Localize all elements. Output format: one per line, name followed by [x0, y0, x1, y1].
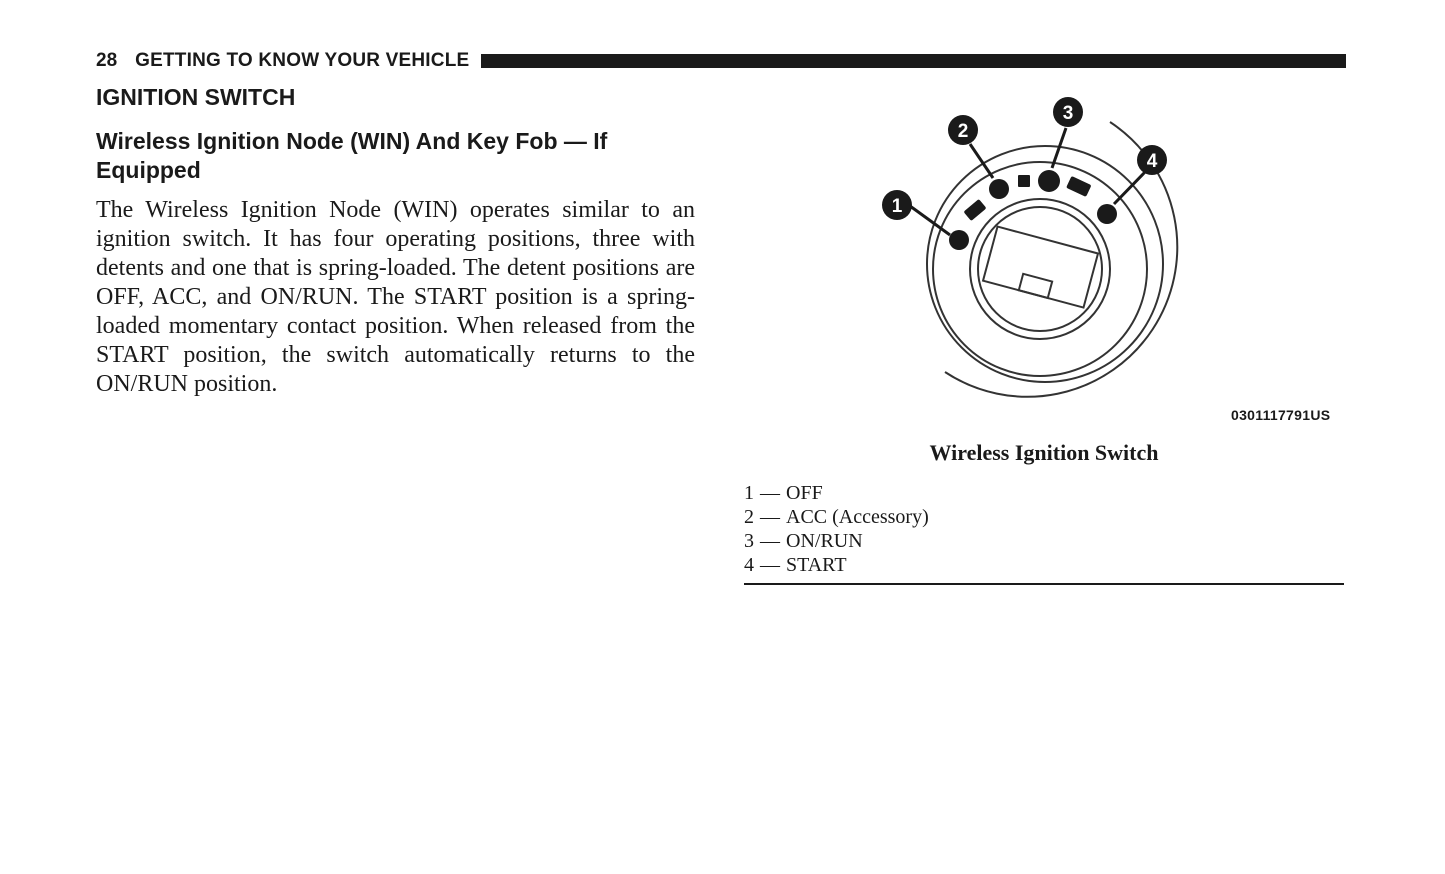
page-number: 28 [96, 50, 118, 71]
figure-legend [744, 481, 1344, 585]
position-dash [963, 199, 986, 221]
leader-line [1114, 172, 1145, 204]
header-rule [481, 54, 1346, 68]
legend-item: 1 — OFF [744, 482, 823, 504]
callout-2 [948, 115, 978, 145]
position-dot-acc [989, 179, 1009, 199]
position-dash [1066, 176, 1091, 197]
page-header [96, 50, 1346, 72]
ignition-switch-figure [860, 92, 1360, 432]
cylinder-inner [978, 207, 1102, 331]
svg-text:3: 3 [1062, 103, 1074, 124]
callout-4 [1137, 145, 1167, 175]
cylinder-outer [970, 199, 1110, 339]
body-paragraph: The Wireless Ignition Node (WIN) operates similar to an ignition switch. It has four operating positions, three with detents and one that is spring-loaded. The detent positions are OFF, ACC, and ON/RUN. The START position is a spring-loaded momentary contact position. When released from the START position, the switch automatically returns to the ON/RUN position. [96, 197, 695, 397]
figure-caption: Wireless Ignition Switch [929, 440, 1159, 465]
svg-text:2: 2 [957, 121, 969, 142]
bezel-ring [933, 162, 1147, 376]
legend-item: 2 — ACC (Accessory) [744, 506, 929, 528]
ignition-switch-diagram [860, 92, 1360, 432]
legend-item: 4 — START [744, 554, 847, 576]
subsection-title: Wireless Ignition Node (WIN) And Key Fob — If Equipped [96, 128, 608, 183]
position-dot-start [1097, 204, 1117, 224]
chapter-title: GETTING TO KNOW YOUR VEHICLE [135, 50, 470, 71]
position-dash [1018, 175, 1030, 187]
leader-line [970, 144, 993, 178]
svg-text:1: 1 [891, 196, 903, 217]
legend-item: 3 — ON/RUN [744, 530, 863, 552]
key-slot [983, 227, 1098, 308]
svg-text:4: 4 [1146, 151, 1158, 172]
position-dot-on-run [1038, 170, 1060, 192]
section-title: IGNITION SWITCH [96, 84, 296, 110]
callout-3 [1053, 97, 1083, 127]
position-dot-off [949, 230, 969, 250]
figure-code: 0301117791US [1231, 407, 1331, 423]
callout-1 [882, 190, 912, 220]
